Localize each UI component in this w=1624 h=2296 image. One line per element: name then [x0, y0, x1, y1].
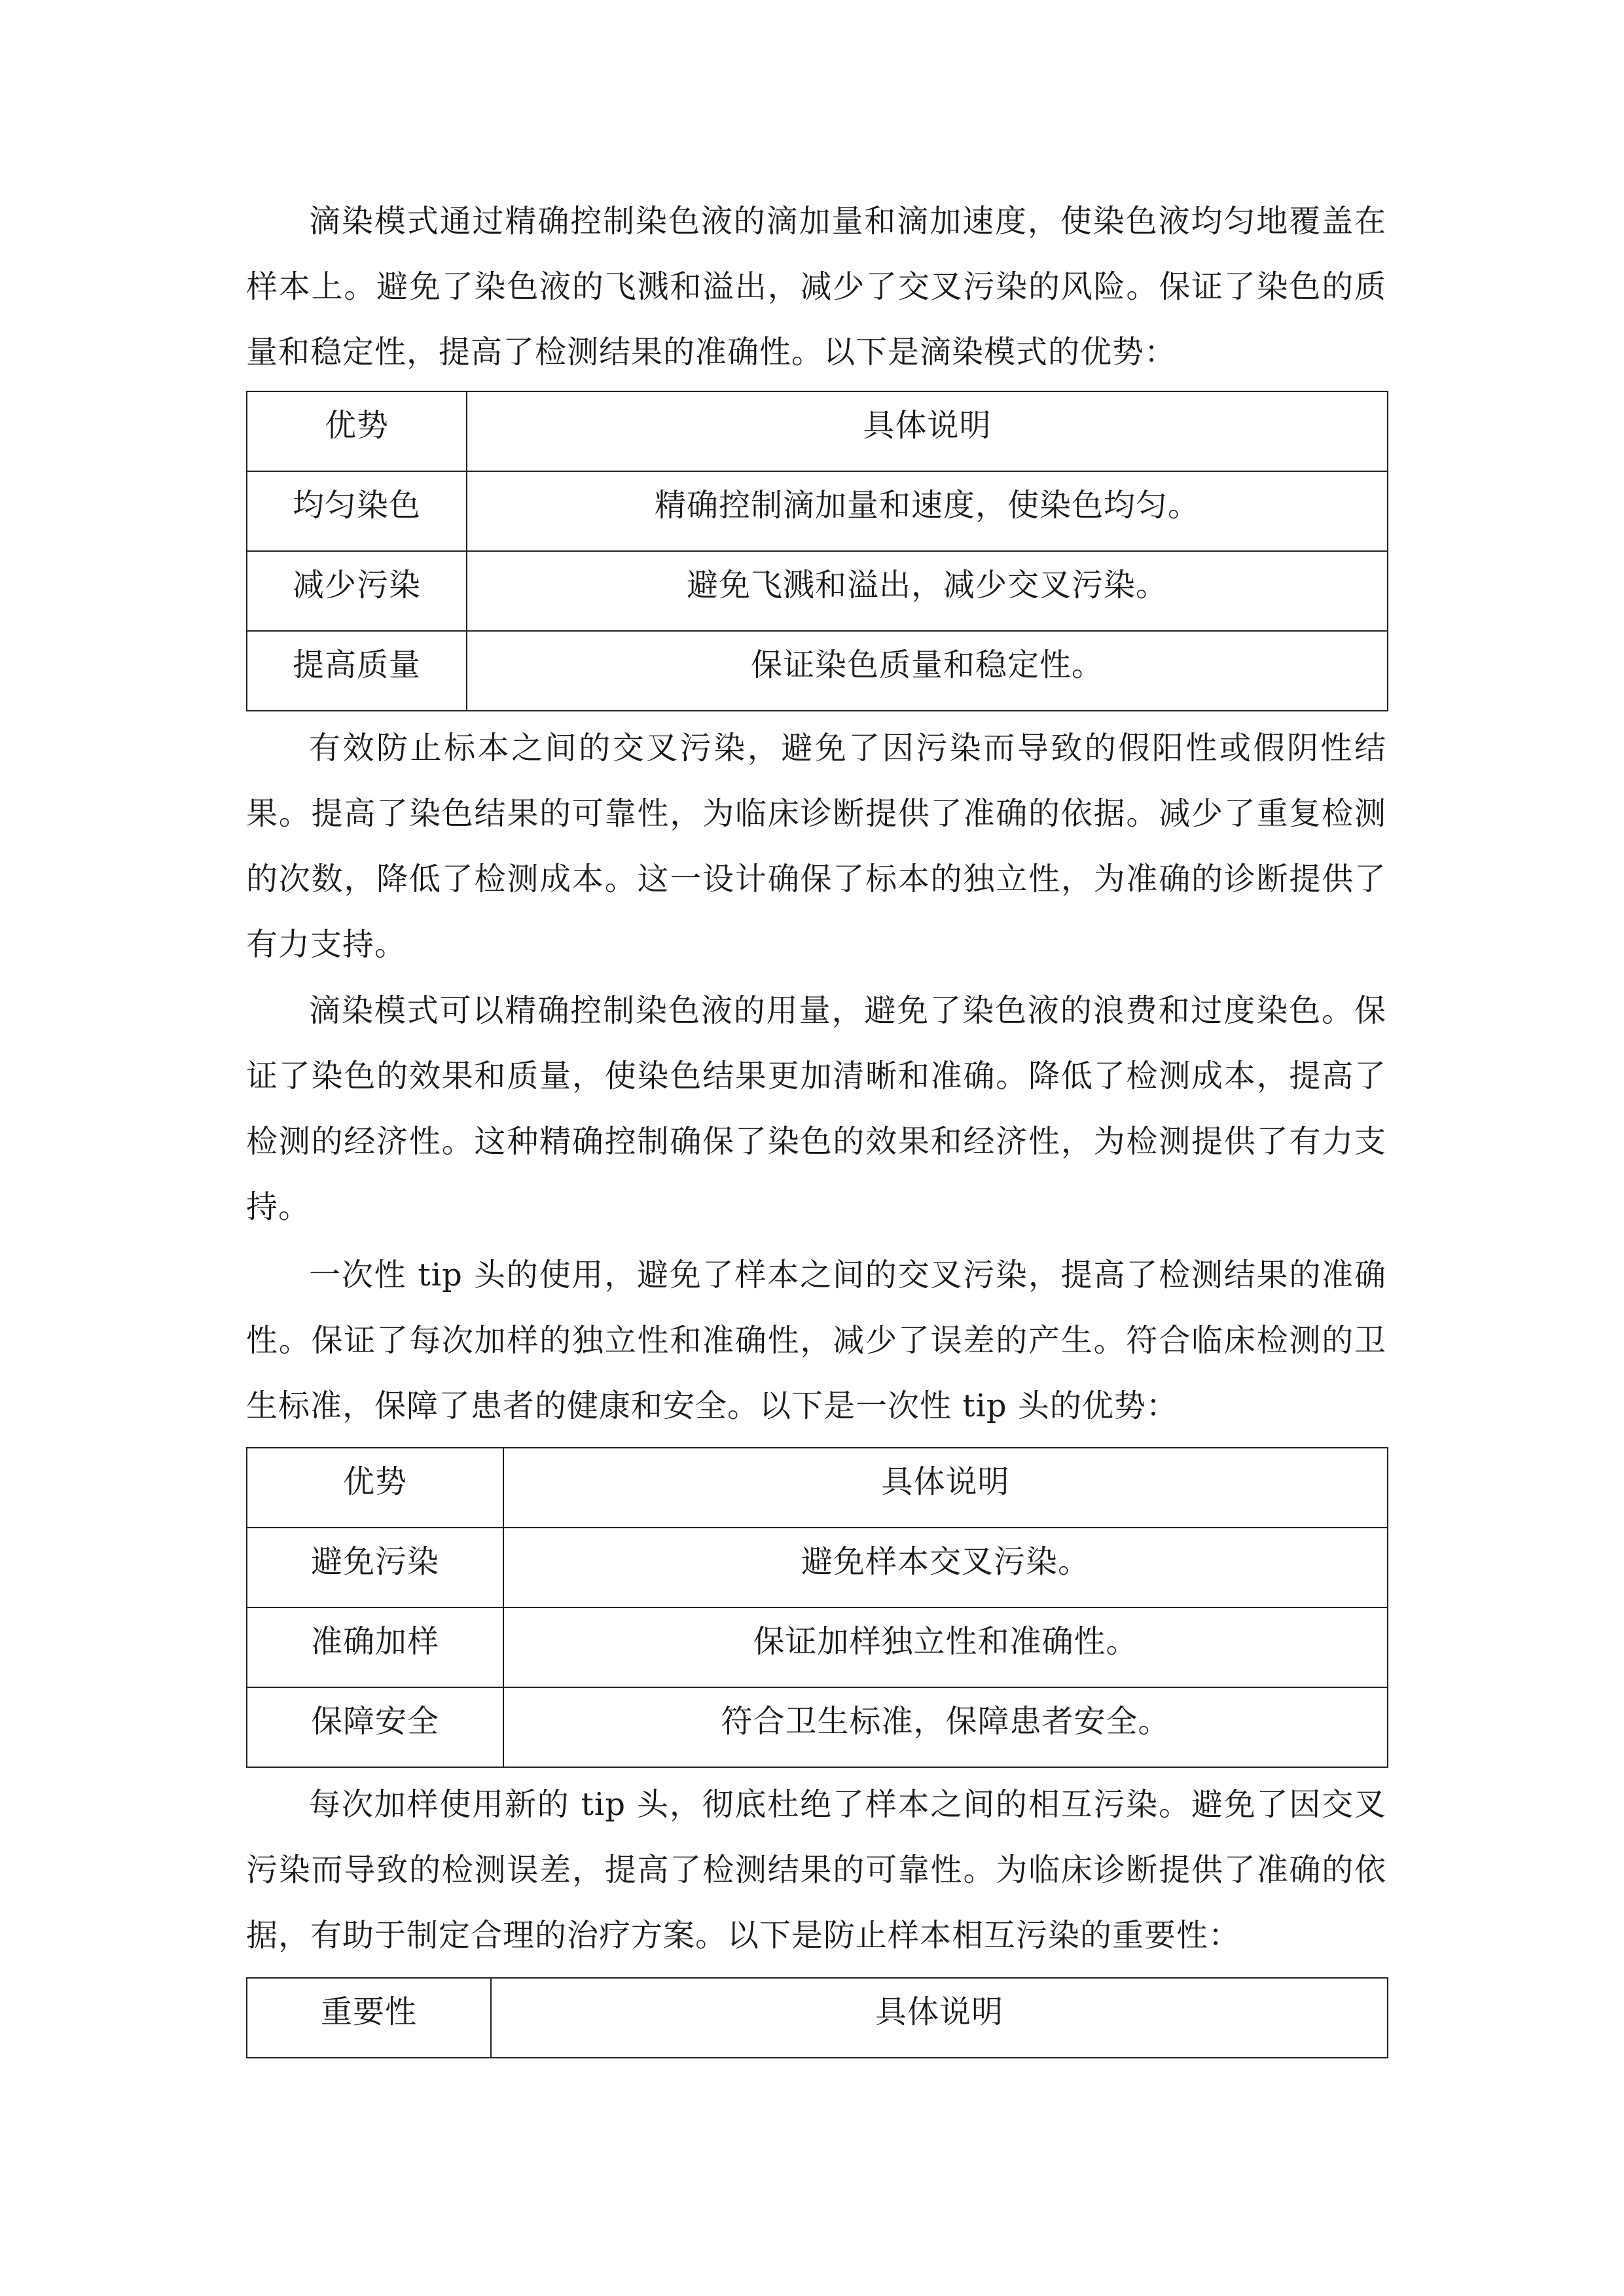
table-cell: 避免飞溅和溢出，减少交叉污染。 [467, 551, 1388, 631]
table-header-row [247, 391, 1388, 471]
table-header-cell: 具体说明 [503, 1448, 1388, 1528]
table-cell: 保证加样独立性和准确性。 [503, 1607, 1388, 1687]
contamination-importance-table [246, 1977, 1388, 2058]
table-cell: 保障安全 [247, 1687, 503, 1767]
disposable-tip-advantages-table [246, 1447, 1388, 1768]
paragraph-disposable-tip: 一次性 tip 头的使用，避免了样本之间的交叉污染，提高了检测结果的准确性。保证了每次加样的独立性和准确性，减少了误差的产生。符合临床检测的卫生标准，保障了患者的健康和安全。以下是一次性 tip 头的优势： [246, 1257, 1386, 1424]
paragraph-drip-stain-intro: 滴染模式通过精确控制染色液的滴加量和滴加速度，使染色液均匀地覆盖在样本上。避免了染色液的飞溅和溢出，减少了交叉污染的风险。保证了染色的质量和稳定性，提高了检测结果的准确性。以下是滴染模式的优势： [246, 203, 1386, 370]
table-cell: 避免污染 [247, 1528, 503, 1607]
table-row [247, 1687, 1388, 1767]
table-header-cell: 优势 [247, 1448, 503, 1528]
table-header-cell: 重要性 [247, 1978, 491, 2058]
table-cell: 减少污染 [247, 551, 467, 631]
table-cell: 符合卫生标准，保障患者安全。 [503, 1687, 1388, 1767]
table-row [247, 471, 1388, 551]
table-header-row [247, 1448, 1388, 1528]
table-cell: 避免样本交叉污染。 [503, 1528, 1388, 1607]
table-row [247, 551, 1388, 631]
paragraph-dosage-control: 滴染模式可以精确控制染色液的用量，避免了染色液的浪费和过度染色。保证了染色的效果和质量，使染色结果更加清晰和准确。降低了检测成本，提高了检测的经济性。这种精确控制确保了染色的效果和经济性，为检测提供了有力支持。 [246, 992, 1386, 1225]
drip-stain-advantages-table [246, 391, 1388, 711]
paragraph-new-tip-each-sample: 每次加样使用新的 tip 头，彻底杜绝了样本之间的相互污染。避免了因交叉污染而导致的检测误差，提高了检测结果的可靠性。为临床诊断提供了准确的依据，有助于制定合理的治疗方案。以下是防止样本相互污染的重要性： [246, 1786, 1386, 1954]
table-cell: 准确加样 [247, 1607, 503, 1687]
table-header-cell: 具体说明 [467, 391, 1388, 471]
table-cell: 精确控制滴加量和速度，使染色均匀。 [467, 471, 1388, 551]
table-header-row [247, 1978, 1388, 2058]
paragraph-cross-contamination: 有效防止标本之间的交叉污染，避免了因污染而导致的假阳性或假阴性结果。提高了染色结果的可靠性，为临床诊断提供了准确的依据。减少了重复检测的次数，降低了检测成本。这一设计确保了标本的独立性，为准确的诊断提供了有力支持。 [246, 730, 1386, 963]
table-header-cell: 优势 [247, 391, 467, 471]
table-cell: 提高质量 [247, 631, 467, 711]
table-row [247, 1528, 1388, 1607]
table-row [247, 1607, 1388, 1687]
table-row [247, 631, 1388, 711]
table-header-cell: 具体说明 [491, 1978, 1388, 2058]
table-cell: 均匀染色 [247, 471, 467, 551]
table-cell: 保证染色质量和稳定性。 [467, 631, 1388, 711]
